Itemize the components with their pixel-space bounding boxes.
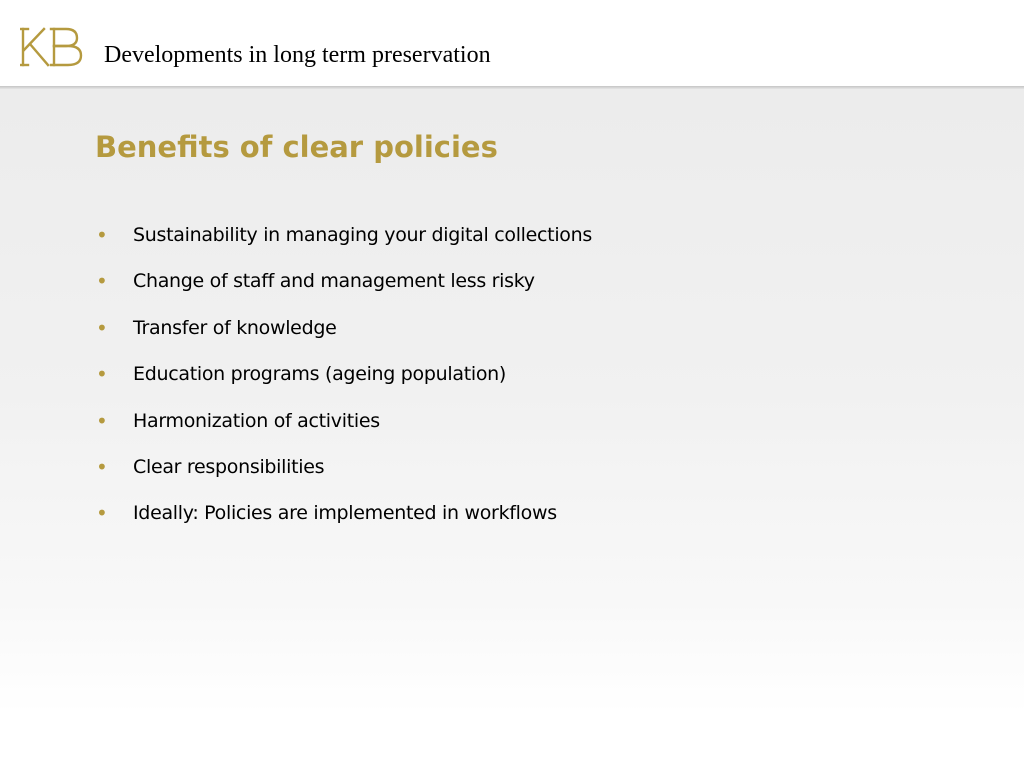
bullet-item — [96, 454, 592, 500]
presentation-title: Developments in long term preservation — [104, 42, 491, 68]
bullet-item — [96, 268, 592, 314]
bullet-text: Harmonization of activities — [133, 409, 380, 432]
bullet-icon: • — [96, 362, 108, 387]
bullet-list — [96, 222, 592, 547]
bullet-icon: • — [96, 454, 108, 479]
bullet-text: Education programs (ageing population) — [133, 363, 507, 386]
bullet-icon: • — [96, 315, 108, 340]
bullet-icon: • — [96, 269, 108, 294]
bullet-icon: • — [96, 501, 108, 526]
bullet-item — [96, 361, 592, 407]
bullet-item — [96, 315, 592, 361]
bullet-item — [96, 408, 592, 454]
bullet-text: Change of staff and management less risky — [133, 270, 535, 293]
bullet-text: Transfer of knowledge — [133, 316, 337, 339]
slide-header — [0, 0, 1024, 86]
slide-title: Benefits of clear policies — [95, 130, 498, 164]
bullet-text: Ideally: Policies are implemented in workflows — [133, 502, 557, 525]
bullet-item — [96, 500, 592, 546]
kb-logo-icon — [20, 26, 84, 68]
bullet-text: Sustainability in managing your digital collections — [133, 224, 592, 246]
bullet-text: Clear responsibilities — [133, 455, 325, 478]
bullet-item — [96, 222, 592, 268]
bullet-icon: • — [96, 223, 108, 247]
bullet-icon: • — [96, 408, 108, 433]
kb-logo — [20, 26, 84, 76]
